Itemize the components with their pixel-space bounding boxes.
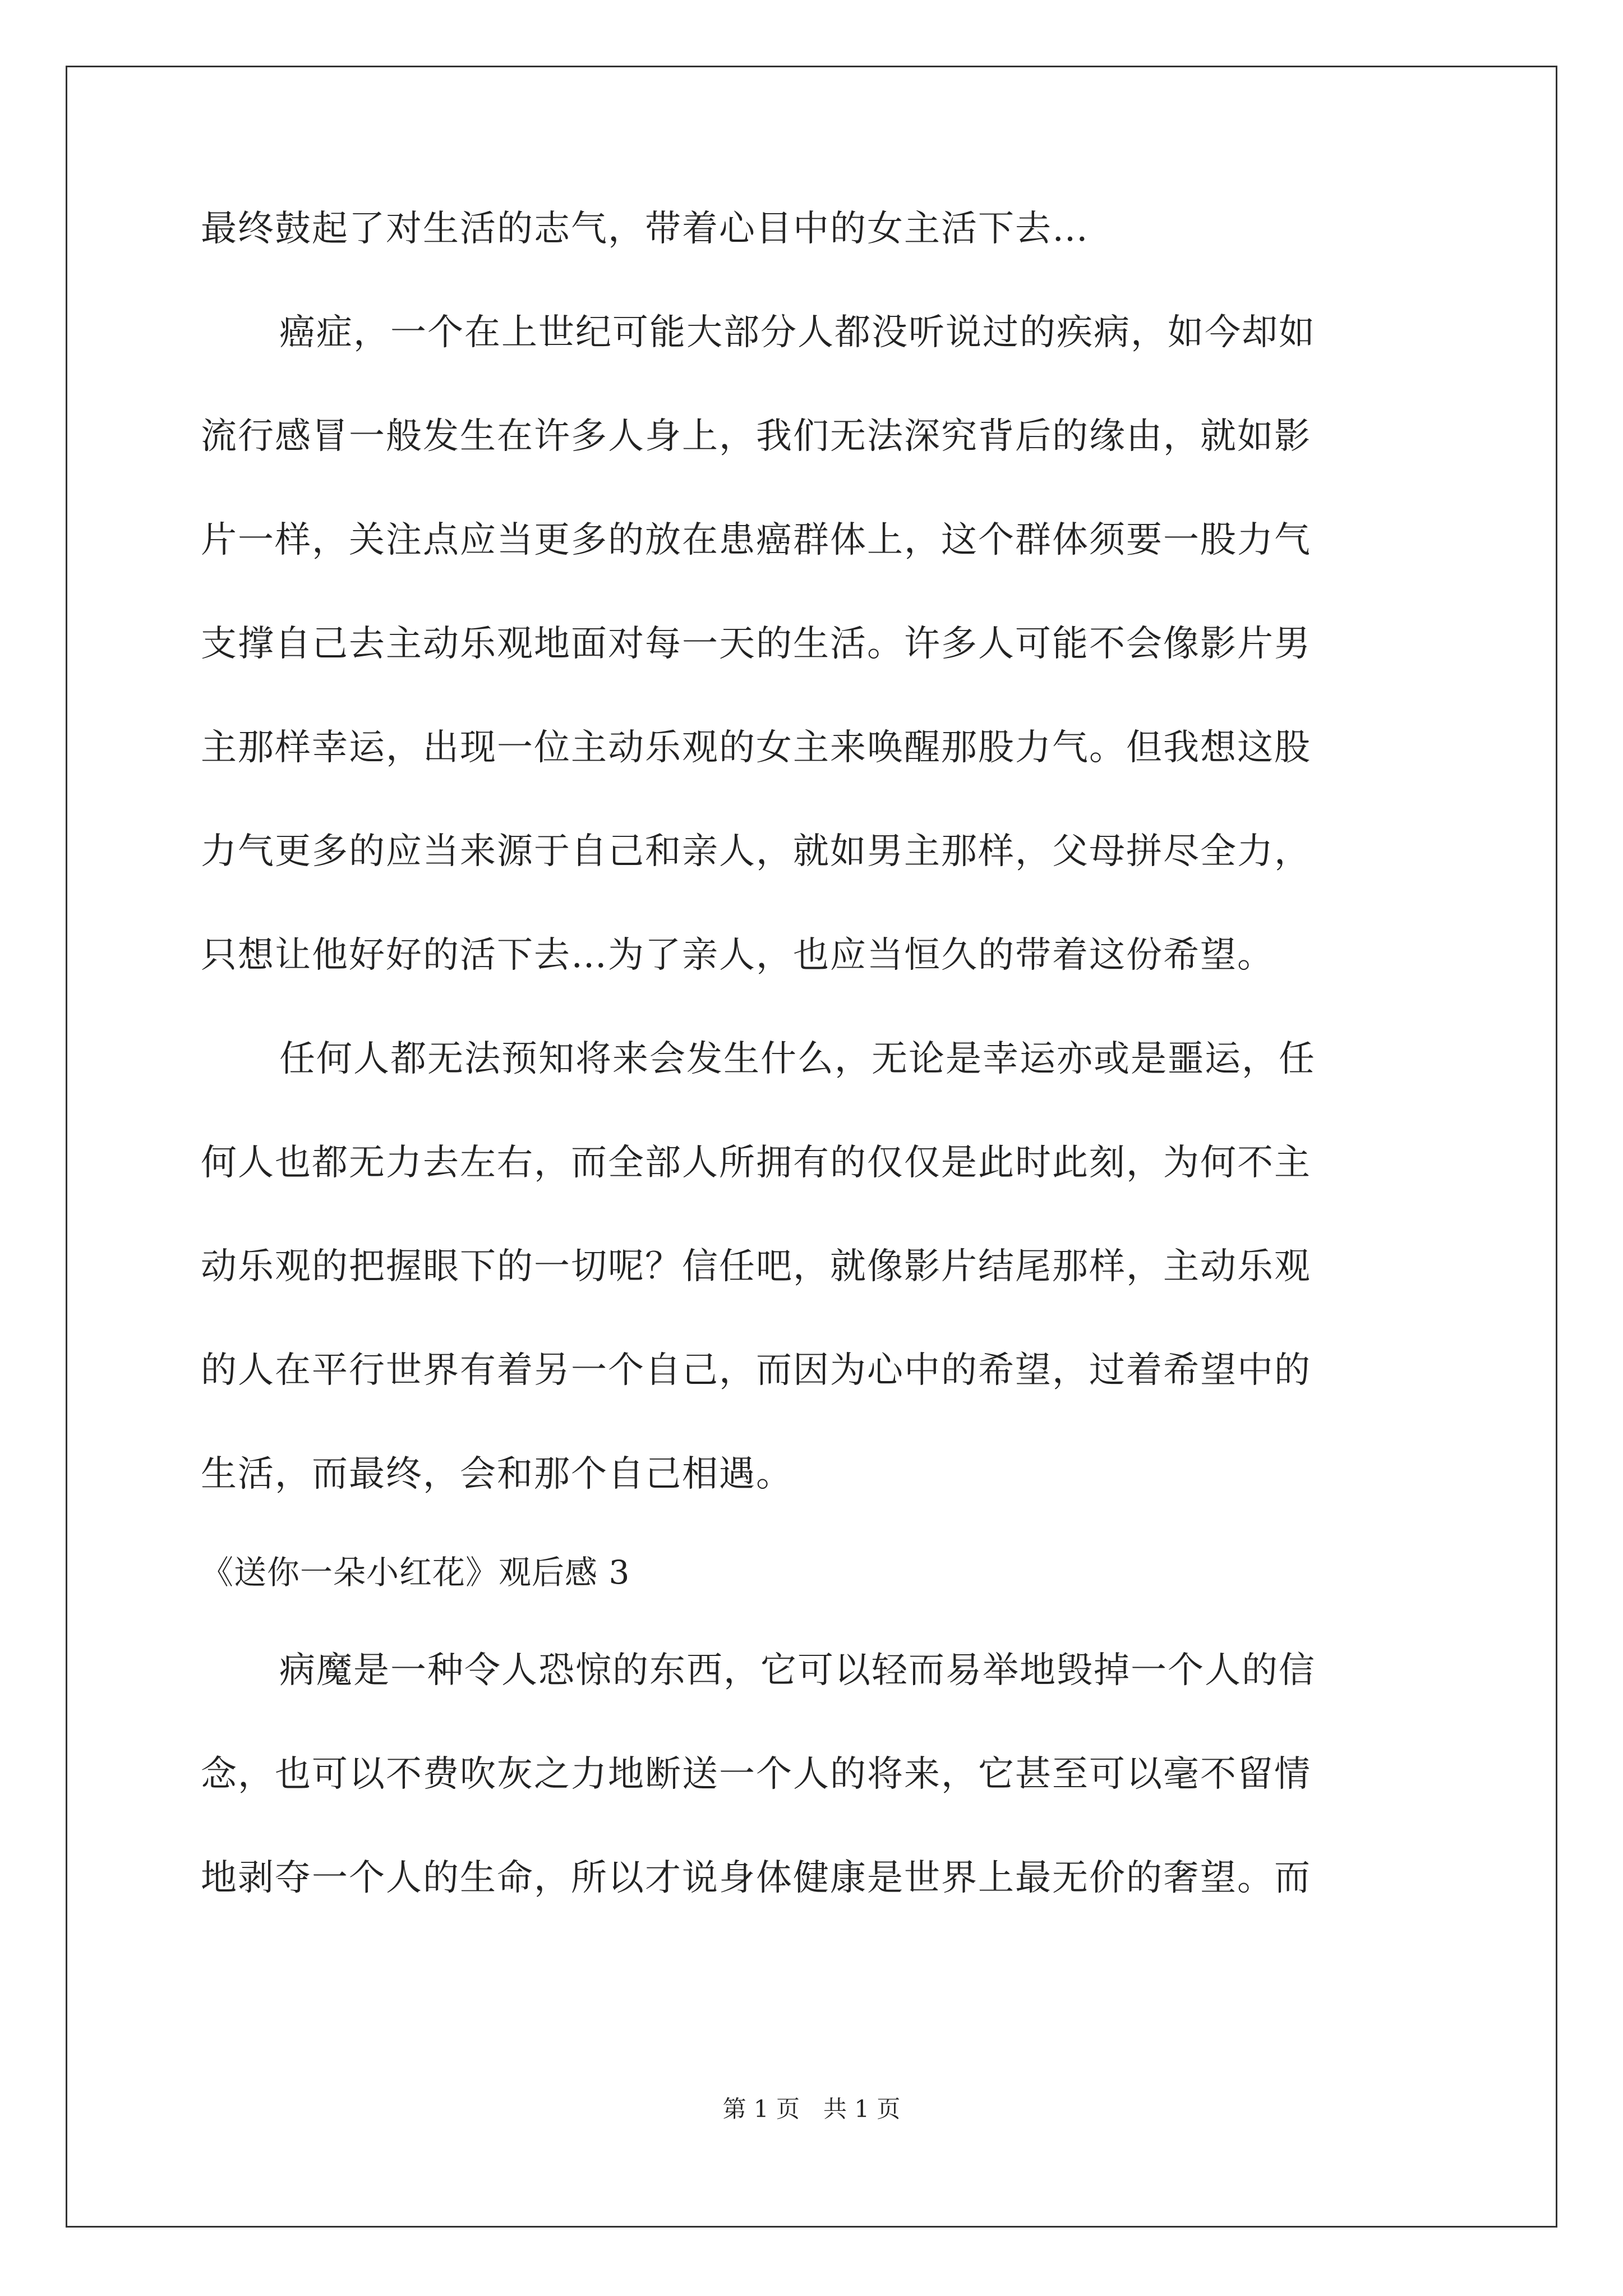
text-line: 流行感冒一般发生在许多人身上，我们无法深究背后的缘由，就如影 [201,416,1311,457]
text-line: 地剥夺一个人的生命，所以才说身体健康是世界上最无价的奢望。而 [201,1857,1311,1899]
text-line: 力气更多的应当来源于自己和亲人，就如男主那样，父母拼尽全力， [201,831,1311,872]
text-line: 只想让他好好的活下去…为了亲人，也应当恒久的带着这份希望。 [201,935,1274,976]
text-line: 生活，而最终，会和那个自己相遇。 [201,1453,793,1495]
text-line: 片一样，关注点应当更多的放在患癌群体上，这个群体须要一股力气 [201,519,1311,561]
text-line: 的人在平行世界有着另一个自己，而因为心中的希望，过着希望中的 [201,1350,1311,1391]
page-footer: 第 1 页 共 1 页 [722,2095,901,2123]
text-line: 主那样幸运，出现一位主动乐观的女主来唤醒那股力气。但我想这股 [201,727,1311,769]
text-line: 何人也都无力去左右，而全部人所拥有的仅仅是此时此刻，为何不主 [201,1142,1311,1184]
paragraph-start-line: 癌症，一个在上世纪可能大部分人都没听说过的疾病，如今却如 [279,312,1316,353]
text-line: 最终鼓起了对生活的志气，带着心目中的女主活下去… [201,208,1089,250]
text-line: 动乐观的把握眼下的一切呢？信任吧，就像影片结尾那样，主动乐观 [201,1246,1311,1287]
text-line: 支撑自己去主动乐观地面对每一天的生活。许多人可能不会像影片男 [201,623,1311,665]
paragraph-start-line: 任何人都无法预知将来会发生什么，无论是幸运亦或是噩运，任 [279,1038,1316,1080]
paragraph-start-line: 病魔是一种令人恐惊的东西，它可以轻而易举地毁掉一个人的信 [279,1650,1316,1691]
text-line: 念，也可以不费吹灰之力地断送一个人的将来，它甚至可以毫不留情 [201,1754,1311,1795]
section-heading: 《送你一朵小红花》观后感 3 [201,1553,630,1591]
